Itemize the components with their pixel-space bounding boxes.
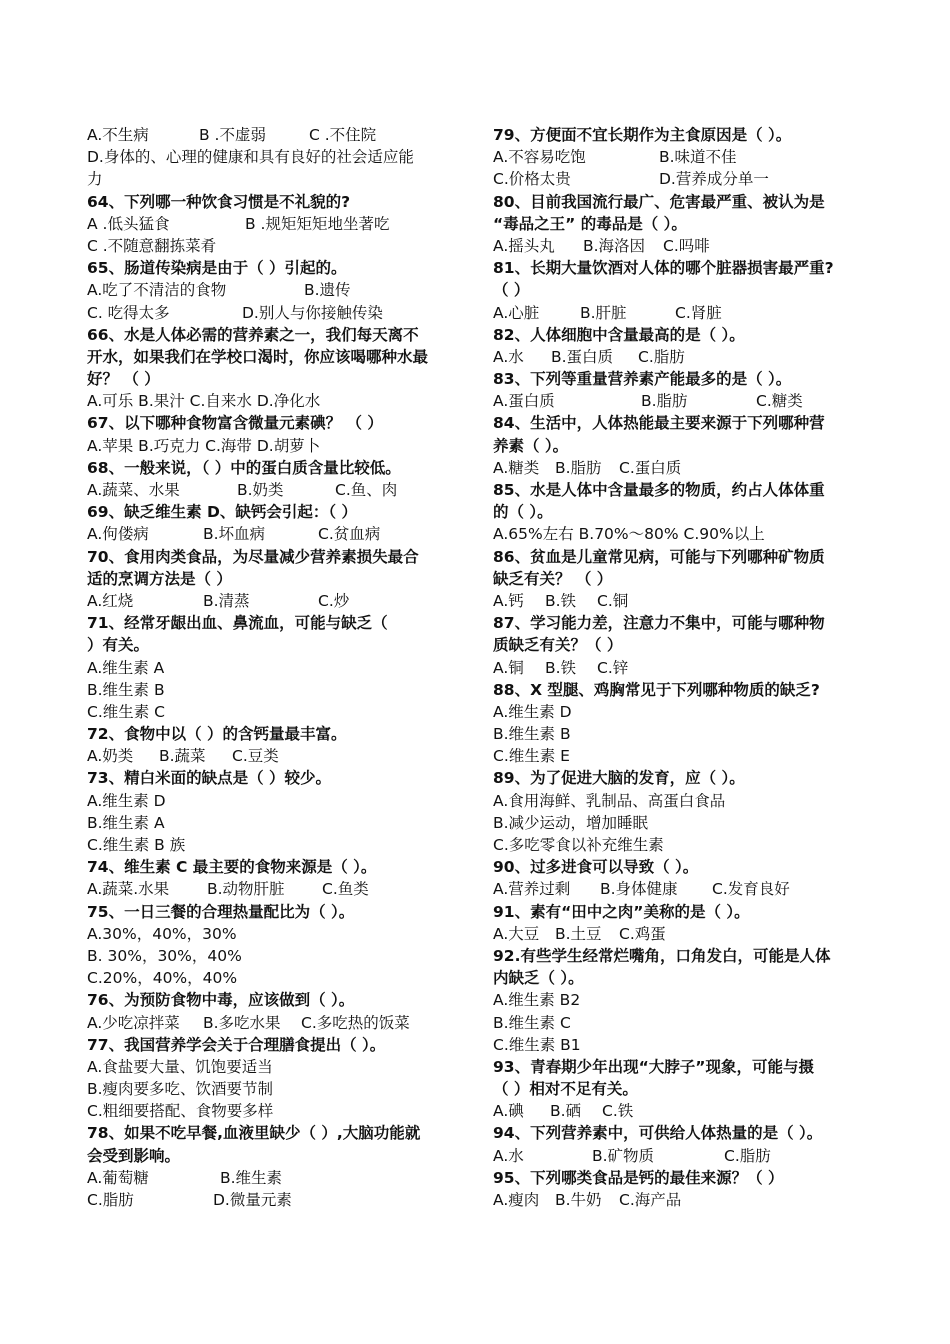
option-row [87,124,462,146]
option-item: C.多吃热的饭菜 [301,1013,410,1032]
question-text: 68、一般来说，（ ）中的蛋白质含量比较低。 [87,458,401,477]
option-item: D.别人与你接触传染 [242,303,383,322]
option-item: B.肝脏 [580,303,627,322]
option-row [87,302,462,324]
option-row [87,213,462,235]
answer-text: C.维生素 E [493,747,570,766]
option-item: C.脂肪 [724,1146,771,1165]
question-text: 的（ ）。 [493,503,553,522]
option-item: C. 吃得太多 [87,303,170,322]
left-column [87,124,462,1211]
answer-text: B. 30%，30%，40% [87,946,242,965]
question-text: 73、精白米面的缺点是（ ）较少。 [87,769,331,788]
option-item: D.营养成分单一 [659,170,769,189]
question-text: 86、贫血是儿童常见病，可能与下列哪种矿物质 [493,547,825,566]
option-item: A.营养过剩 [493,880,571,899]
option-row [493,146,868,168]
question-text: 88、X 型腿、鸡胸常见于下列哪种物质的缺乏? [493,680,820,699]
question-text: 83、下列等重量营养素产能最多的是（ ）。 [493,370,792,389]
option-item: A.红烧 [87,591,134,610]
answer-text: B.瘦肉要多吃、饮酒要节制 [87,1080,274,1099]
answer-text: B.维生素 A [87,813,165,832]
option-item: C.贫血病 [318,525,381,544]
question-text: 87、学习能力差，注意力不集中，可能与哪种物 [493,614,825,633]
option-item: C.炒 [318,591,350,610]
option-item: B.味道不佳 [659,148,737,167]
option-item: B.硒 [550,1102,582,1121]
answer-text: A.65%左右 B.70%～80% C.90%以上 [493,525,765,544]
answer-text: B.维生素 B [87,680,165,699]
answer-text: D.身体的、心理的健康和具有良好的社会适应能 [87,148,414,167]
option-item: A.蔬菜.水果 [87,880,170,899]
option-row [87,1167,462,1189]
option-item: A .低头猛食 [87,214,170,233]
answer-text: C .不随意翻拣菜肴 [87,236,217,255]
question-text: 94、下列营养素中，可供给人体热量的是（ ）。 [493,1124,823,1143]
answer-text: C.粗细要搭配、食物要多样 [87,1102,274,1121]
question-text: 内缺乏（ ）。 [493,969,584,988]
option-item: A.大豆 [493,924,540,943]
option-item: C.海产品 [619,1191,682,1209]
question-text: 76、为预防食物中毒，应该做到（ ）。 [87,991,355,1010]
answer-text: C.维生素 B 族 [87,836,186,854]
option-item: C.蛋白质 [619,458,682,477]
question-text: 67、以下哪种食物富含微量元素碘？ （ ） [87,414,383,433]
answer-text: B.维生素 C [493,1013,571,1032]
question-text: （ ） [493,281,530,300]
question-text: 77、我国营养学会关于合理膳食提出（ ）。 [87,1035,386,1054]
answer-text: A.苹果 B.巧克力 C.海带 D.胡萝卜 [87,436,321,455]
option-item: B .不虚弱 [199,126,266,144]
option-item: A.少吃凉拌菜 [87,1013,180,1032]
option-item: B .规矩矩矩地坐著吃 [245,214,390,233]
answer-text: A.维生素 D [493,702,572,721]
option-item: C.锌 [597,658,629,677]
question-text: 90、过多进食可以导致（ ）。 [493,858,699,877]
option-item: B.坏血病 [203,525,266,544]
option-item: A.糖类 [493,458,540,477]
option-item: B.海洛因 [583,236,646,255]
question-text: ）有关。 [87,636,150,655]
question-text: 78、如果不吃早餐,血液里缺少（ ）,大脑功能就 [87,1124,421,1143]
option-item: D.微量元素 [213,1191,292,1209]
question-text: 71、经常牙龈出血、鼻流血，可能与缺乏（ [87,614,388,633]
option-item: C.鱼类 [322,880,369,899]
question-text: 66、水是人体必需的营养素之一，我们每天离不 [87,325,419,344]
option-row [493,1100,868,1122]
option-item: A.不生病 [87,126,149,144]
option-item: C.脂肪 [87,1191,134,1209]
right-column [493,124,868,1211]
option-row [493,302,868,324]
option-item: A.蛋白质 [493,392,555,411]
option-item: C.脂肪 [638,347,685,366]
option-item: C.吗啡 [663,236,710,255]
option-item: A.水 [493,1146,524,1165]
answer-text: A.维生素 A [87,658,165,677]
answer-text: A.维生素 B2 [493,991,581,1010]
option-item: B.奶类 [237,481,284,499]
option-item: A.不容易吃饱 [493,148,586,167]
question-text: 82、人体细胞中含量最高的是（ ）。 [493,325,745,344]
option-row [87,279,462,301]
option-item: A.蔬菜、水果 [87,481,180,499]
option-item: A.铜 [493,658,524,677]
answer-text: C.20%，40%，40% [87,969,238,988]
question-text: 质缺乏有关？（ ） [493,636,623,655]
answer-text: A.食用海鲜、乳制品、高蛋白食品 [493,791,726,810]
answer-text: B.维生素 B [493,725,571,744]
option-item: C.价格太贵 [493,170,571,189]
question-text: 91、素有“田中之肉”美称的是（ ）。 [493,902,750,921]
option-row [87,745,462,767]
option-item: A.碘 [493,1102,524,1121]
question-text: 95、下列哪类食品是钙的最佳来源？（ ） [493,1168,784,1187]
answer-text: A.可乐 B.果汁 C.自来水 D.净化水 [87,392,321,411]
question-text: 93、青春期少年出现“大脖子”现象，可能与摄 [493,1057,814,1076]
option-item: C.鱼、肉 [335,481,398,499]
option-item: A.钙 [493,591,524,610]
option-row [493,346,868,368]
question-text: 85、水是人体中含量最多的物质，约占人体体重 [493,481,825,499]
option-item: A.瘦肉 [493,1191,540,1209]
option-item: B.矿物质 [592,1146,655,1165]
question-text: 72、食物中以（ ）的含钙量最丰富。 [87,725,347,744]
option-item: C.鸡蛋 [619,924,666,943]
question-text: “毒品之王” 的毒品是（ ）。 [493,214,687,233]
option-item: B.蔬菜 [159,747,206,766]
question-text: 81、长期大量饮酒对人体的哪个脏器损害最严重? [493,259,834,278]
question-text: 70、食用肉类食品，为尽量减少营养素损失最合 [87,547,419,566]
option-item: B.动物肝脏 [207,880,285,899]
option-item: B.铁 [545,591,577,610]
option-item: C.肾脏 [675,303,722,322]
option-row [493,168,868,190]
question-text: 80、目前我国流行最广、危害最严重、被认为是 [493,192,825,211]
option-item: B.脂肪 [555,458,602,477]
option-item: C.发育良好 [712,880,790,899]
answer-text: C.维生素 B1 [493,1035,581,1054]
answer-text: 力 [87,170,103,189]
option-row [493,390,868,412]
option-item: B.脂肪 [641,392,688,411]
option-item: A.佝偻病 [87,525,149,544]
question-text: 75、一日三餐的合理热量配比为（ ）。 [87,902,355,921]
question-text: 79、方便面不宜长期作为主食原因是（ ）。 [493,126,792,144]
option-item: A.摇头丸 [493,236,555,255]
question-text: 缺乏有关？ （ ） [493,569,613,588]
option-item: B.遗传 [304,281,351,300]
option-row [493,457,868,479]
option-row [493,1189,868,1211]
answer-text: C.维生素 C [87,702,165,721]
option-row [493,1145,868,1167]
option-item: B.铁 [545,658,577,677]
option-row [493,878,868,900]
question-text: （ ）相对不足有关。 [493,1080,638,1099]
question-text: 69、缺乏维生素 D、缺钙会引起：（ ） [87,503,357,522]
option-item: B.清蒸 [203,591,250,610]
option-item: C.豆类 [232,747,279,766]
question-text: 65、肠道传染病是由于（ ）引起的。 [87,259,347,278]
answer-text: B.减少运动，增加睡眠 [493,813,649,832]
option-item: B.身体健康 [600,880,678,899]
option-item: A.吃了不清洁的食物 [87,281,227,300]
option-row [87,1189,462,1211]
answer-text: C.多吃零食以补充维生素 [493,836,664,854]
question-text: 89、为了促进大脑的发育，应（ ）。 [493,769,745,788]
option-item: C.糖类 [756,392,803,411]
option-item: B.土豆 [555,924,602,943]
option-item: B.蛋白质 [551,347,614,366]
question-text: 64、下列哪一种饮食习惯是不礼貌的? [87,192,351,211]
question-text: 好？ （ ） [87,370,160,389]
option-item: A.水 [493,347,524,366]
option-row [493,923,868,945]
option-item: B.维生素 [220,1168,283,1187]
option-row [493,590,868,612]
option-row [87,479,462,501]
option-row [87,878,462,900]
option-row [493,235,868,257]
option-item: B.牛奶 [555,1191,602,1209]
question-text: 适的烹调方法是（ ） [87,569,232,588]
question-text: 84、生活中，人体热能最主要来源于下列哪种营 [493,414,825,433]
option-item: B.多吃水果 [203,1013,281,1032]
option-row [493,657,868,679]
option-item: C .不住院 [309,126,377,144]
option-item: A.葡萄糖 [87,1168,149,1187]
option-item: A.心脏 [493,303,540,322]
answer-text: A.30%，40%，30% [87,924,237,943]
option-item: C.铁 [602,1102,634,1121]
option-item: A.奶类 [87,747,134,766]
question-text: 74、维生素 C 最主要的食物来源是（ ）。 [87,858,377,877]
question-text: 92.有些学生经常烂嘴角，口角发白，可能是人体 [493,946,831,965]
question-text: 开水，如果我们在学校口渴时，你应该喝哪种水最 [87,347,429,366]
option-row [87,1012,462,1034]
option-row [87,590,462,612]
option-item: C.铜 [597,591,629,610]
answer-text: A.维生素 D [87,791,166,810]
answer-text: A.食盐要大量、饥饱要适当 [87,1057,273,1076]
question-text: 养素（ ）。 [493,436,569,455]
question-text: 会受到影响。 [87,1146,181,1165]
option-row [87,523,462,545]
